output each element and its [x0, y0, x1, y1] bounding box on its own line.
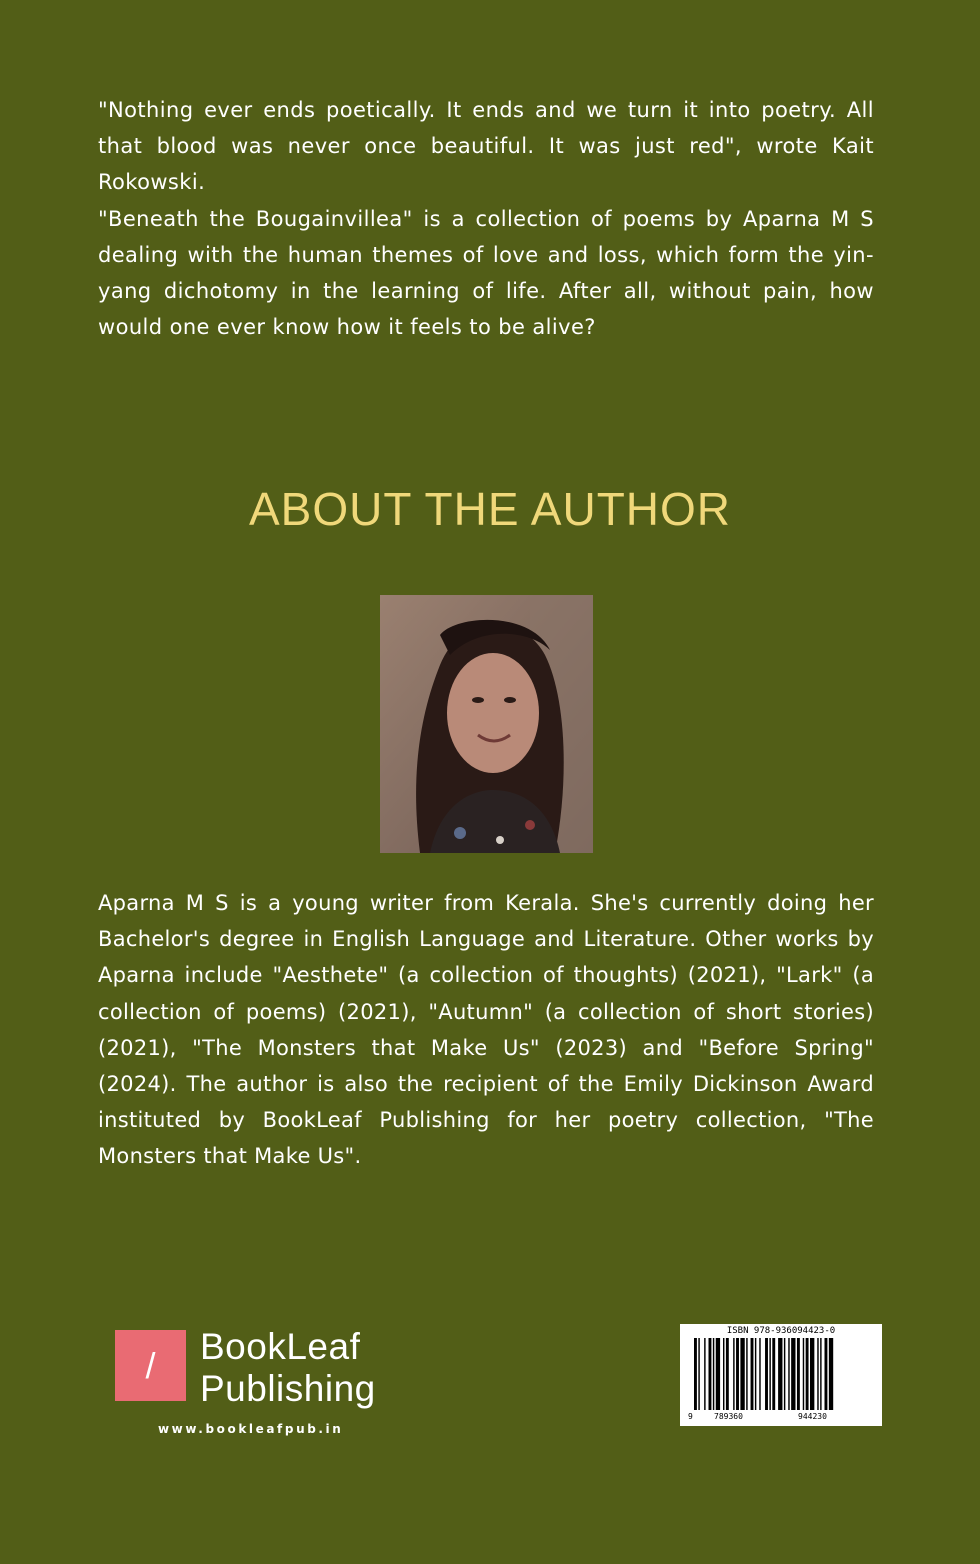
barcode-digits-right: 944230: [798, 1412, 827, 1421]
barcode-bar: [733, 1338, 734, 1410]
barcode-bar: [740, 1338, 744, 1410]
barcode-bar: [716, 1338, 720, 1410]
publisher-name: [200, 1326, 376, 1410]
barcode-bar: [791, 1338, 795, 1410]
barcode-bar: [694, 1338, 697, 1410]
about-author-heading: ABOUT THE AUTHOR: [248, 483, 732, 535]
barcode-bar: [825, 1338, 828, 1410]
author-bio: Aparna M S is a young writer from Kerala. She's currently doing her Bachelor's degree in English Language and Literature. Other works by Aparna include "Aesthete" (a collection of thoughts) (2021), "Lark" (a collection of poems) (2021), "Autumn" (a collection of short stories) (2021), "The Monsters that Make Us" (2023) and "Before Spring" (2024). The author is also the recipient of the Emily Dickinson Award instituted by BookLeaf Publishing for her poetry collection, "The Monsters that Make Us".: [98, 891, 874, 1169]
barcode-bar: [829, 1338, 833, 1410]
barcode-bar: [778, 1338, 782, 1410]
publisher-name-line1: BookLeaf: [200, 1326, 361, 1367]
barcode-bar: [765, 1338, 768, 1410]
isbn-barcode: [680, 1324, 882, 1426]
barcode-bar: [759, 1338, 760, 1410]
barcode-bar: [820, 1338, 821, 1410]
barcode-bar: [723, 1338, 724, 1410]
quote-paragraph: "Nothing ever ends poetically. It ends and we turn it into poetry. All that blood was never once beautiful. It was just red", wrote Kait Rokowski.: [98, 98, 874, 195]
barcode-bar: [769, 1338, 770, 1410]
barcode-bar: [784, 1338, 785, 1410]
publisher-logo-mark: [115, 1330, 186, 1401]
barcode-digits-left: 789360: [714, 1412, 743, 1421]
barcode-bar: [751, 1338, 754, 1410]
barcode-digit-first: 9: [688, 1412, 693, 1421]
barcode-bar: [755, 1338, 756, 1410]
logo-slash: /: [145, 1345, 156, 1386]
publisher-name-line2: Publishing: [200, 1368, 376, 1409]
barcode-bar: [746, 1338, 747, 1410]
back-cover-blurb: [98, 92, 874, 345]
barcode-bar: [704, 1338, 705, 1410]
barcode-bar: [803, 1338, 804, 1410]
barcode-bar: [736, 1338, 739, 1410]
barcode-bar: [788, 1338, 789, 1410]
barcode-bar: [772, 1338, 775, 1410]
barcode-bar: [698, 1338, 699, 1410]
barcode-bar: [709, 1338, 712, 1410]
author-photo: [380, 595, 593, 853]
barcode-bar: [806, 1338, 809, 1410]
isbn-label: ISBN 978-936094423-0: [726, 1326, 836, 1336]
publisher-url: www.bookleafpub.in: [158, 1422, 344, 1436]
barcode-bar: [817, 1338, 818, 1410]
barcode-bars: [680, 1324, 882, 1426]
barcode-bar: [713, 1338, 714, 1410]
barcode-bar: [797, 1338, 800, 1410]
description-paragraph: "Beneath the Bougainvillea" is a collection of poems by Aparna M S dealing with the human themes of love and loss, which form the yin-yang dichotomy in the learning of life. After all, without pain, how would one ever know how it feels to be alive?: [98, 206, 874, 340]
barcode-bar: [726, 1338, 729, 1410]
barcode-bar: [810, 1338, 814, 1410]
